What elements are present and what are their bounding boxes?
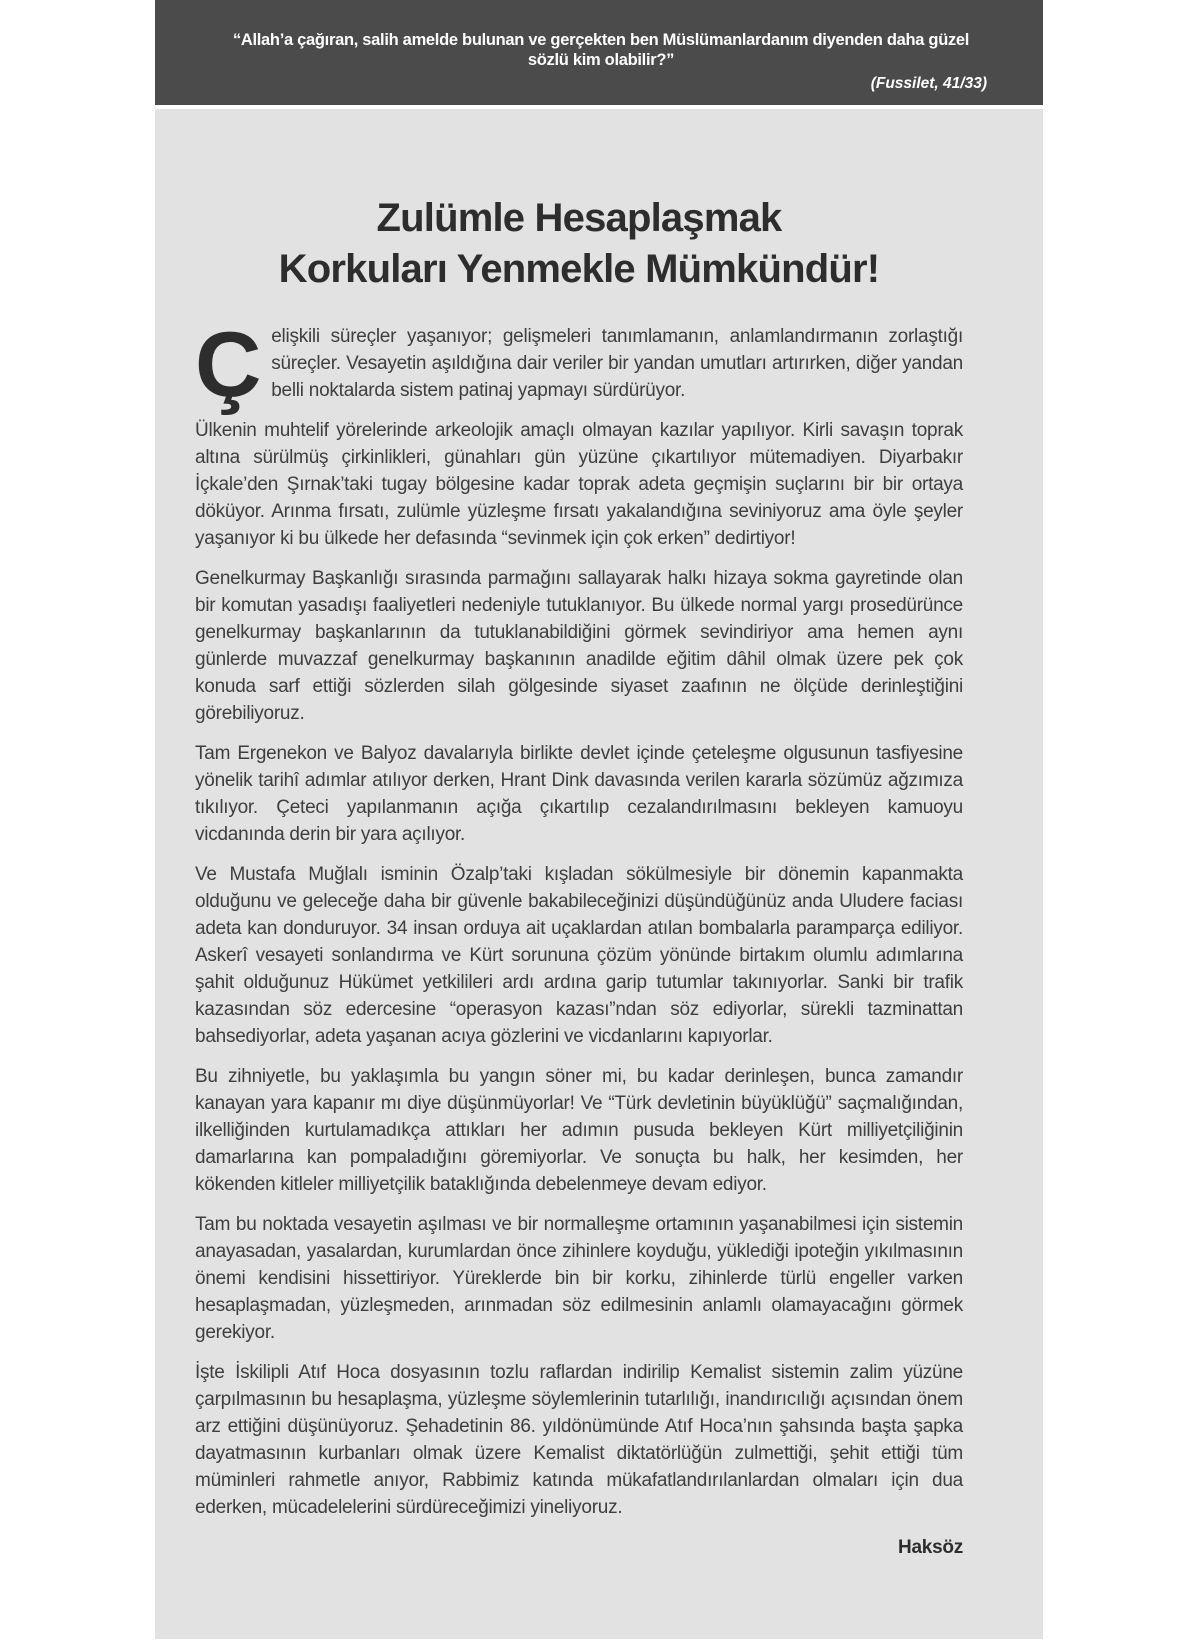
quote-band — [155, 0, 1043, 105]
paragraph: Tam bu noktada vesayetin aşılması ve bir normalleşme ortamının yaşanabilmesi için sistemin anayasadan, yasalardan, kurumlardan önce zihinlere koyduğu, yüklediği ipoteğin yıkılmasının önemi kendisini hissettiriyor. Yüreklerde bin bir korku, zihinlerde türlü engeller varken hesaplaşmadan, yüzleşmeden, arınmadan söz edilmesinin anlamlı olamayacağını görmek gerekiyor. — [195, 1214, 963, 1343]
lead-paragraph-text: elişkili süreçler yaşanıyor; gelişmeleri tanımlamanın, anlamlandırmanın zorlaştığı süreçler. Vesayetin aşıldığına dair veriler bir yandan umutları artırırken, diğer yandan belli noktalarda sistem patinaj yapmayı sürdürüyor. — [271, 326, 963, 401]
article-title-line-1: Zulümle Hesaplaşmak — [376, 196, 782, 240]
ayah-quote-text: “Allah’a çağıran, salih amelde bulunan ve gerçekten ben Müslümanlardanım diyenden daha güzel sözlü kim olabilir?” — [232, 31, 970, 69]
lead-paragraph — [195, 314, 963, 416]
article-sheet — [155, 109, 1043, 1639]
article-title — [195, 193, 963, 295]
paragraph: Genelkurmay Başkanlığı sırasında parmağını sallayarak halkı hizaya sokma gayretinde olan bir komutan yasadışı faaliyetleri nedeniyle tutuklanıyor. Bu ülkede normal yargı prosedürünce genelkurmay başkanlarının da tutuklanabildiğini görmek sevindiriyor ama hemen aynı günlerde muvazzaf genelkurmay başkanının anadilde eğitim dâhil olmak üzere pek çok konuda sarf ettiği sözlerden silah gölgesinde siyaset zaafının ne ölçüde derinleştiğini görebiliyoruz. — [195, 568, 963, 724]
quote-band-inner — [155, 30, 1043, 93]
signature: Haksöz — [897, 1537, 963, 1558]
paragraph: İşte İskilipli Atıf Hoca dosyasının tozlu raflardan indirilip Kemalist sistemin zalim yüzüne çarpılmasının bu hesaplaşma, yüzleşme söylemlerinin tutarlılığı, inandırıcılığı açısından önem arz ettiğini düşünüyoruz. Şehadetinin 86. yıldönümünde Atıf Hoca’nın şahsında başta şapka dayatmasının kurbanları olmak üzere Kemalist diktatörlüğün zulmettiği, şehit ettiği tüm müminleri rahmetle anıyor, Rabbimiz katında mükafatlandırılanlardan olmaları için dua ederken, mücadelelerini sürdüreceğimizi yineliyoruz. — [195, 1362, 963, 1518]
paragraph: Ülkenin muhtelif yörelerinde arkeolojik amaçlı olmayan kazılar yapılıyor. Kirli savaşın toprak altına sürülmüş çirkinlikleri, günahları gün yüzüne çıkartılıyor mütemadiyen. Diyarbakır İçkale’den Şırnak’taki tugay bölgesine kadar toprak adeta geçmişin suçlarını bir bir ortaya döküyor. Arınma fırsatı, zulümle yüzleşme fırsatı yakalandığına seviniyoruz ama öyle şeyler yaşanıyor ki bu ülkede her defasında “sevinmek için çok erken” dedirtiyor! — [195, 420, 963, 549]
ayah-attribution: (Fussilet, 41/33) — [870, 75, 987, 92]
paragraph: Ve Mustafa Muğlalı isminin Özalp’taki kışladan sökülmesiyle bir dönemin kapanmakta olduğunu ve geleceğe daha bir güvenle bakabileceğinizi düşündüğünüz anda Uludere faciası adeta kan donduruyor. 34 insan orduya ait uçaklardan atılan bombalarla paramparça ediliyor. Askerî vesayeti sonlandırma ve Kürt sorununa çözüm yönünde birtakım olumlu adımlarına şahit olduğunuz Hükümet yetkilileri ardı ardına garip tutumlar takınıyorlar. Sanki bir trafik kazasından söz edercesine “operasyon kazası”ndan söz ediyorlar, sürekli tazminattan bahsediyorlar, adeta yaşanan acıya gözlerini ve vicdanlarını kapıyorlar. — [195, 864, 963, 1047]
paragraph: Bu zihniyetle, bu yaklaşımla bu yangın söner mi, bu kadar derinleşen, bunca zamandır kanayan yara kapanır mı diye düşünmüyorlar! Ve “Türk devletinin büyüklüğü” saçmalığından, ilkelliğinden kurtulamadıkça attıkları her adımın pusuda bekleyen Kürt milliyetçiliğinin damarlarına kan pompaladığını göremiyorlar. Ve sonuçta bu halk, her kesimden, her kökenden kitleler milliyetçilik bataklığında debelenmeye devam ediyor. — [195, 1066, 963, 1195]
article-title-line-2: Korkuları Yenmekle Mümkündür! — [278, 247, 880, 291]
paragraph: Tam Ergenekon ve Balyoz davalarıyla birlikte devlet içinde çeteleşme olgusunun tasfiyesine yönelik tarihî adımlar atılıyor derken, Hrant Dink davasında verilen kararla sözümüz ağzımıza tıkılıyor. Çeteci yapılanmanın açığa çıkartılıp cezalandırılmasını bekleyen kamuoyu vicdanında derin bir yara açılıyor. — [195, 743, 963, 845]
article-content — [195, 109, 963, 1561]
article-body — [195, 314, 963, 1561]
dropcap-letter: Ç — [195, 314, 262, 416]
